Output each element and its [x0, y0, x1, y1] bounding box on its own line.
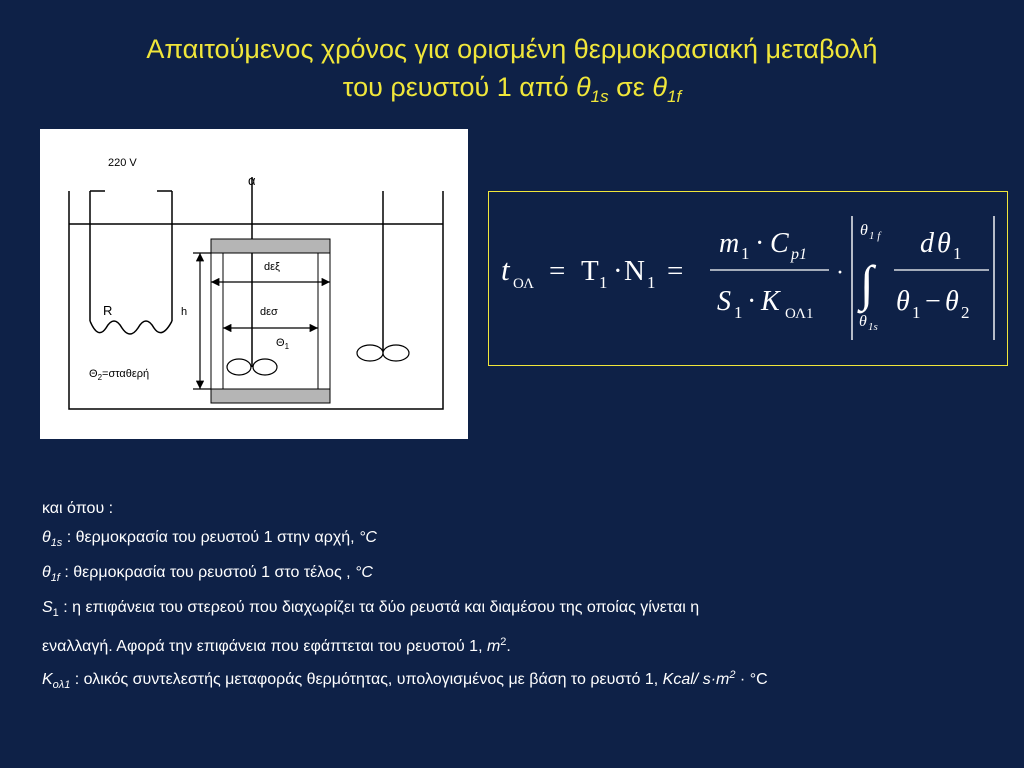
formula-C-sub: p1 [791, 246, 807, 263]
definitions-text [42, 494, 1012, 700]
integral-sign: ∫ [860, 255, 874, 311]
formula-box [488, 191, 1008, 366]
d-int-label: dεσ [260, 306, 278, 318]
inner-impeller-right [253, 359, 277, 375]
formula-theta1: θ [896, 286, 910, 317]
inner-vessel-bottom [211, 389, 330, 403]
def-surface-s1-cont: εναλλαγή. Αφορά την επιφάνεια που εφάπτεται του ρευστού 1, $m^2$. [42, 636, 511, 655]
formula-m-sub: 1 [741, 244, 750, 263]
resistor-coil [90, 321, 172, 334]
theta1-label: $\Theta_1$ [276, 337, 290, 352]
integral-upper-sub: 1 f [869, 230, 881, 242]
formula-N-sub: 1 [647, 273, 656, 292]
formula-theta2-sub: 2 [961, 303, 970, 322]
formula-T-sub: 1 [599, 273, 608, 292]
integral-upper-theta: θ [860, 222, 868, 239]
formula-t: t [501, 252, 510, 287]
formula-K: K [761, 286, 780, 317]
title-line-1: Απαιτούμενος χρόνος για ορισμένη θερμοκρασιακή μεταβολή [146, 34, 878, 64]
formula-S-sub: 1 [734, 303, 743, 322]
def-theta-1f: $\theta_{1f}$ : θερμοκρασία του ρευστού 1 στο τέλος , °C [42, 564, 373, 584]
heating-vessel-diagram [40, 129, 468, 439]
title-line-2: του ρευστού 1 από $\theta_{1s}$ σε $\theta_{1f}$ [342, 72, 682, 106]
outer-impeller-left [357, 345, 383, 361]
voltage-label: 220 V [108, 157, 137, 169]
integral-lower-sub: 1s [868, 321, 878, 333]
stirrer-alpha-label: α [248, 173, 256, 188]
notes-intro: και όπου : [42, 500, 114, 517]
formula-K-sub: ΟΛ1 [785, 306, 814, 322]
theta2-label: $\Theta_2=\sigma\tau\alpha\theta\varepsilon\rho ή$ [89, 368, 150, 383]
slide-title [0, 30, 1024, 116]
def-theta-1s: $\theta_{1s}$ : θερμοκρασία του ρευστού 1 στην αρχή, °C [42, 529, 377, 549]
integral-lower-theta: θ [859, 313, 867, 330]
inner-vessel-top-lid [211, 239, 330, 253]
formula-dot-3: · [747, 286, 757, 317]
formula-T: T [581, 255, 599, 287]
def-surface-s1: $S_1$ : η επιφάνεια του στερεού που διαχωρίζει τα δύο ρευστά και διαμέσου της οποίας γίνεται η [42, 599, 700, 619]
def-k-ol1: $K_{o\lambda 1}$ : ολικός συντελεστής μεταφοράς θερμότητας, υπολογισμένος με βάση το ρευστό 1, Kcal/ $s\cdot m^2 \cdot ^\circ C$ [42, 669, 768, 691]
formula-theta2: θ [945, 286, 959, 317]
formula-dot-2: · [755, 228, 765, 259]
time-formula [489, 192, 1009, 367]
formula-t-sub: ΟΛ [513, 276, 534, 292]
formula-d: d [920, 228, 934, 259]
formula-N: N [624, 255, 645, 287]
formula-theta1-sub: 1 [912, 303, 921, 322]
formula-eq-2: = [667, 255, 684, 287]
formula-m: m [719, 228, 740, 259]
formula-S: S [717, 286, 731, 317]
formula-dtheta-sub: 1 [953, 244, 962, 263]
formula-C: C [770, 228, 789, 259]
d-ext-label: dεξ [264, 261, 280, 273]
outer-impeller-right [383, 345, 409, 361]
formula-eq-1: = [549, 255, 566, 287]
height-label: h [181, 306, 188, 318]
formula-dot-1: · [613, 255, 623, 287]
formula-dtheta: θ [937, 228, 951, 259]
formula-dot-4: · [836, 260, 844, 286]
resistor-label: R [103, 303, 113, 318]
formula-minus: − [925, 286, 941, 317]
inner-impeller-left [227, 359, 251, 375]
